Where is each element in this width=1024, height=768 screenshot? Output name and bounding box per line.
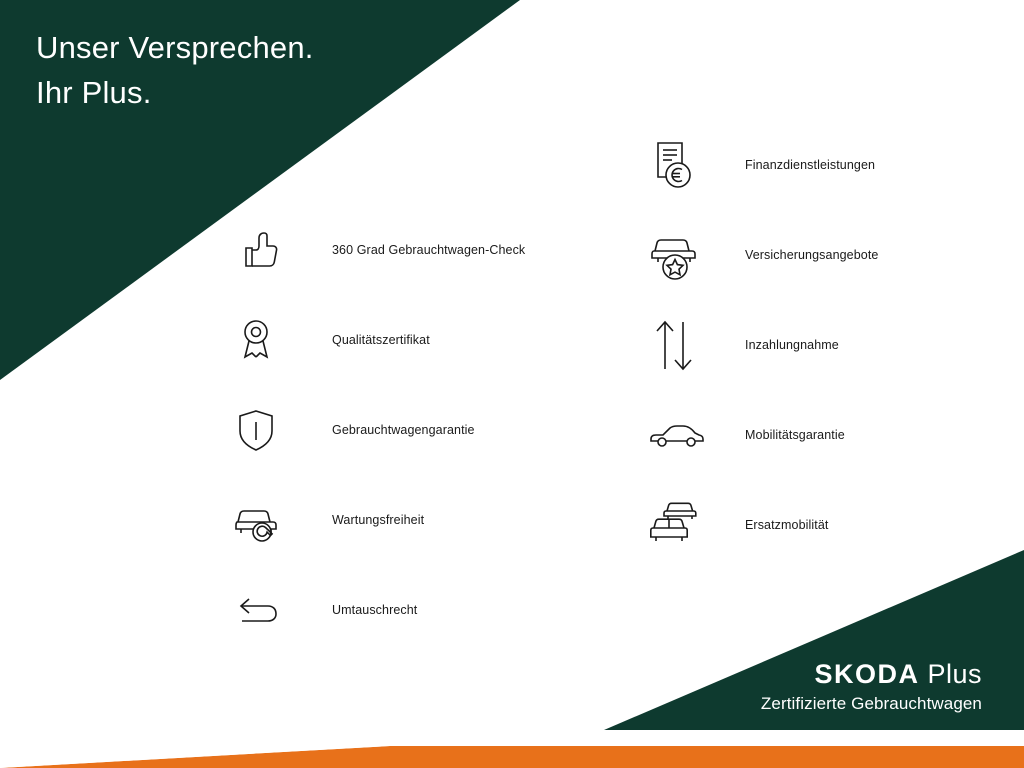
list-item-label: Inzahlungnahme xyxy=(745,338,839,352)
list-item xyxy=(228,385,525,475)
list-item-label: Wartungsfreiheit xyxy=(332,513,425,527)
return-arrow-icon xyxy=(228,579,300,641)
document-euro-icon xyxy=(645,134,717,196)
list-item xyxy=(645,390,878,480)
brand-tagline: Zertifizierte Gebrauchtwagen xyxy=(760,694,982,713)
list-item-label: Umtauschrecht xyxy=(332,603,418,617)
page-title xyxy=(36,26,314,116)
up-down-arrows-icon xyxy=(645,314,717,376)
list-item-label: Ersatzmobilität xyxy=(745,518,829,532)
list-item xyxy=(228,205,525,295)
list-item-label: Mobilitätsgarantie xyxy=(745,428,845,442)
shield-icon xyxy=(228,399,300,461)
car-wrench-icon xyxy=(228,489,300,551)
list-item-label: 360 Grad Gebrauchtwagen-Check xyxy=(332,243,526,257)
list-item xyxy=(228,295,525,385)
brand-logo-primary xyxy=(761,660,982,690)
list-item xyxy=(645,210,878,300)
list-item xyxy=(228,565,525,655)
list-item xyxy=(645,480,878,570)
thumbs-up-icon xyxy=(228,219,300,281)
list-item xyxy=(645,120,878,210)
headline-line-1: Unser Versprechen. xyxy=(36,30,314,65)
list-item-label: Qualitätszertifikat xyxy=(332,333,430,347)
brand-logo xyxy=(761,660,982,714)
two-cars-icon xyxy=(645,494,717,556)
list-item xyxy=(645,300,878,390)
award-rosette-icon xyxy=(228,309,300,371)
feature-list-right xyxy=(645,120,878,570)
list-item-label: Gebrauchtwagengarantie xyxy=(332,423,475,437)
brand-name: SKODA xyxy=(814,659,920,690)
list-item-label: Finanzdienstleistungen xyxy=(745,158,876,172)
car-star-icon xyxy=(645,224,717,286)
car-side-icon xyxy=(645,404,717,466)
brand-suffix: Plus xyxy=(927,659,982,690)
feature-list-left xyxy=(228,205,525,655)
list-item xyxy=(228,475,525,565)
list-item-label: Versicherungsangebote xyxy=(745,248,879,262)
headline-line-2: Ihr Plus. xyxy=(36,74,152,110)
